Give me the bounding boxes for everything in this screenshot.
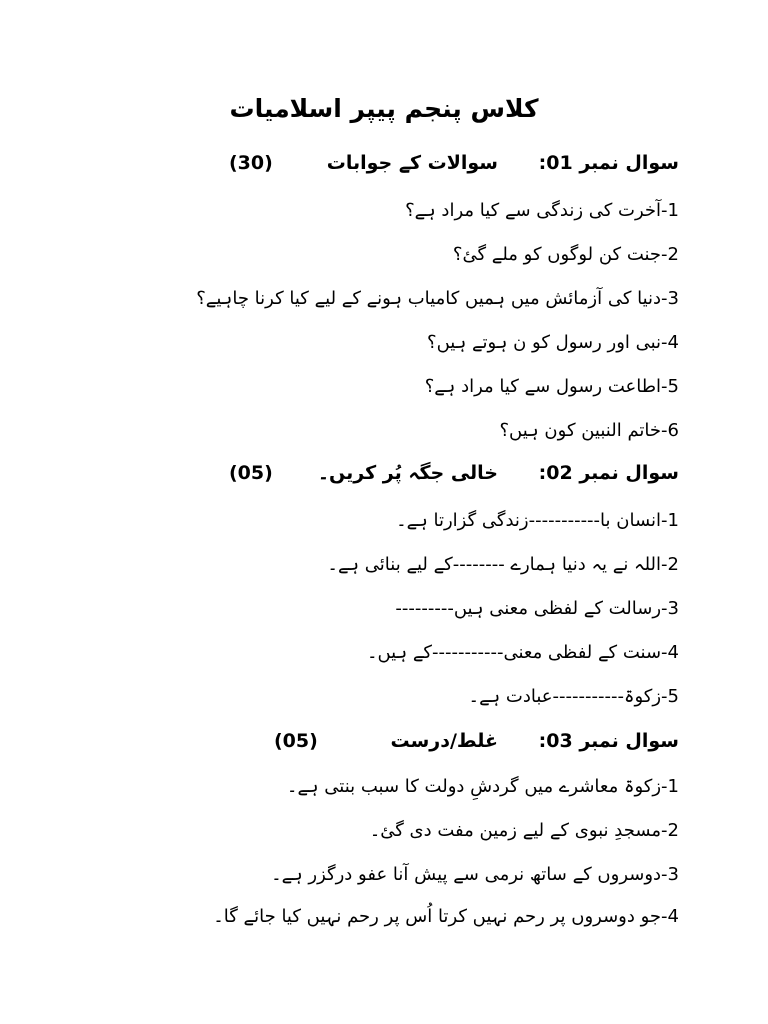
list-item: 2-جنت کن لوگوں کو ملے گئ؟ [452, 244, 679, 265]
list-item: 3-دنیا کی آزمائش میں ہمیں کامیاب ہونے کے لیے کیا کرنا چاہیے؟ [196, 288, 679, 309]
list-item: 4-نبی اور رسول کو ن ہوتے ہیں؟ [427, 332, 679, 353]
section-2-header [0, 462, 768, 496]
section-3-header [0, 730, 768, 764]
section-1-topic: سوالات کے جوابات [326, 152, 498, 174]
list-item: 4-سنت کے لفظی معنی-----------کے ہیں۔ [366, 642, 679, 663]
list-item: 3-رسالت کے لفظی معنی ہیں--------- [395, 598, 679, 619]
list-item: 3-دوسروں کے ساتھ نرمی سے پیش آنا عفو درگزر ہے۔ [271, 864, 679, 885]
list-item: 1-آخرت کی زندگی سے کیا مراد ہے؟ [405, 200, 679, 221]
section-2-topic: خالی جگہ پُر کریں۔ [317, 462, 498, 484]
list-item: 5-زکوۃ-----------عبادت ہے۔ [468, 686, 679, 707]
paper-title: کلاس پنجم پیپر اسلامیات [229, 94, 539, 123]
list-item: 2-اللہ نے یہ دنیا ہمارے --------کے لیے بنائی ہے۔ [327, 554, 679, 575]
section-2-number: سوال نمبر 02: [538, 462, 679, 484]
section-1-marks: (30) [229, 152, 273, 174]
list-item: 1-زکوۃ معاشرے میں گردشِ دولت کا سبب بنتی ہے۔ [286, 776, 679, 797]
section-1-number: سوال نمبر 01: [538, 152, 679, 174]
list-item: 1-انسان با-----------زندگی گزارتا ہے۔ [396, 510, 679, 531]
section-3-number: سوال نمبر 03: [538, 730, 679, 752]
list-item: 2-مسجدِ نبوی کے لیے زمین مفت دی گئ۔ [369, 820, 679, 841]
section-3-topic: غلط/درست [390, 730, 498, 752]
list-item: 6-خاتم النبین کون ہیں؟ [499, 420, 679, 441]
section-1-header [0, 152, 768, 186]
list-item: 4-جو دوسروں پر رحم نہیں کرتا اُس پر رحم نہیں کیا جائے گا۔ [213, 906, 679, 927]
section-2-marks: (05) [229, 462, 273, 484]
list-item: 5-اطاعت رسول سے کیا مراد ہے؟ [424, 376, 679, 397]
section-3-marks: (05) [274, 730, 318, 752]
